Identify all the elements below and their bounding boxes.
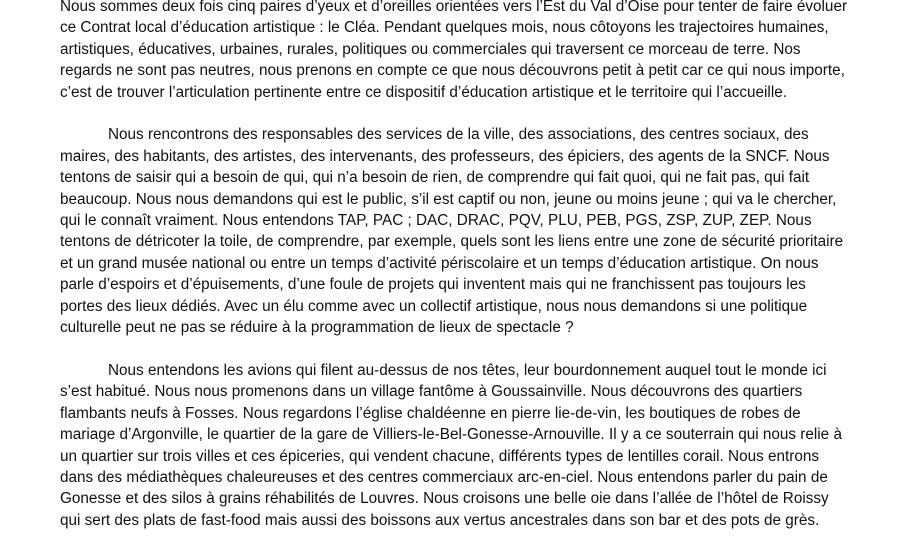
paragraph-meetings: Nous rencontrons des responsables des services de la ville, des associations, des centres sociaux, des maires, des habitants, des artistes, des intervenants, des professeurs, des épiciers, des agents de la SNCF. Nous tentons de saisir qui a besoin de qui, qui n’a besoin de rien, de comprendre qui fait quoi, qui ne fait pas, qui fait beaucoup. Nous nous demandons qui est le public, s’il est captif ou non, jeune ou moins jeune ; qui va le chercher, qui le connaît vraiment. Nous entendons TAP, PAC ; DAC, DRAC, PQV, PLU, PEB, PGS, ZSP, ZUP, ZEP. Nous tentons de détricoter la toile, de comprendre, par exemple, quels sont les liens entre une zone de sécurité prioritaire et un grand musée national ou entre un temps d’activité périscolaire et un temps d’éducation artistique. On nous parle d’espoirs et d’épuisements, d’une foule de projets qui inventent mais qui ne franchissent pas toujours les portes des lieux dédiés. Avec un élu comme avec un collectif artistique, nous nous demandons si une politique culturelle peut ne pas se réduire à la programmation de lieux de spectacle ? bbox=[60, 126, 844, 337]
paragraph-territory: Nous entendons les avions qui filent au-dessus de nos têtes, leur bourdonnement auquel tout le monde ici s’est habitué. Nous nous promenons dans un village fantôme à Goussainville. Nous découvrons des quartiers flambants neufs à Fosses. Nous regardons l’église chaldéenne en pierre lie-de-vin, les boutiques de robes de mariage d’Argonville, le quartier de la gare de Villiers-le-Bel-Gonesse-Arnouville. Il y a ce souterrain qui nous relie à un quartier sur trois villes et ces épiceries, qui vendent chacune, différents types de lentilles corail. Nous entrons dans des médiathèques chaleureuses et des centres commerciaux arc-en-ciel. Nous entendons parler du pain de Gonesse et des silos à grains réhabilités de Louvres. Nous croisons une belle oie dans l’allée de l’hôtel de Roissy qui sert des plats de fast-food mais aussi des boissons aux vertus ancestrales dans son bar et des pots de grès. bbox=[60, 361, 842, 529]
paragraph-intro: Nous sommes deux fois cinq paires d’yeux et d’oreilles orientées vers l’Est du Val d’Oise pour tenter de faire évoluer ce Contrat local d’éducation artistique : le Cléa. Pendant quelques mois, nous côtoyons les trajectoires humaines, artistiques, éducatives, urbaines, rurales, politiques ou commerciales qui traversent ce morceau de terre. Nos regards ne sont pas neutres, nous prenons en compte ce que nous découvrons petit à petit car ce qui nous importe, c’est de trouver l’articulation pertinente entre ce dispositif d’éducation artistique et le territoire qui l’accueille. bbox=[60, 0, 848, 101]
document-page bbox=[60, 0, 850, 553]
